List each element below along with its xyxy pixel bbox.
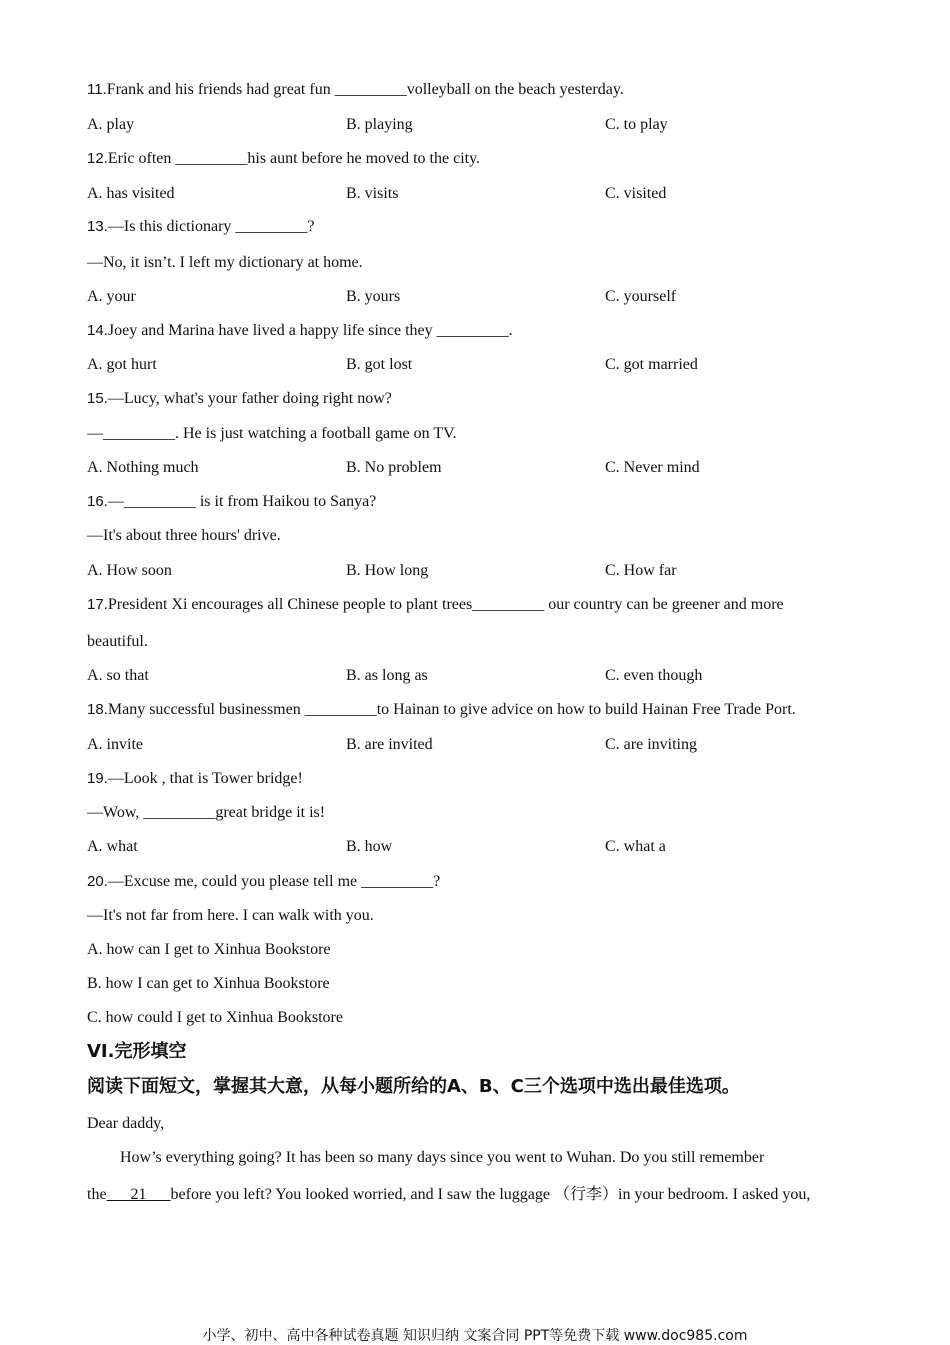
- question-13-option-c: C. yourself: [605, 288, 677, 305]
- question-11-option-b: B. playing: [346, 116, 413, 133]
- question-11-stem: 11.Frank and his friends had great fun _________volleyball on the beach yesterday.: [87, 81, 624, 98]
- question-13-reply: —No, it isn’t. I left my dictionary at home.: [87, 254, 363, 271]
- question-17-stem: 17.President Xi encourages all Chinese people to plant trees_________ our country can be greener and more: [87, 596, 784, 613]
- section-title: VI.完形填空: [87, 1041, 187, 1062]
- question-18-stem: 18.Many successful businessmen _________to Hainan to give advice on how to build Hainan Free Trade Port.: [87, 701, 796, 718]
- page-footer: 小学、初中、高中各种试卷真题 知识归纳 文案合同 PPT等免费下载 www.doc985.com: [202, 1328, 748, 1344]
- question-17-option-c: C. even though: [605, 667, 703, 684]
- question-12-option-a: A. has visited: [87, 185, 175, 202]
- question-13-option-b: B. yours: [346, 288, 401, 305]
- question-19-stem: 19.—Look , that is Tower bridge!: [87, 770, 303, 787]
- section-instruction: 阅读下面短文，掌握其大意，从每小题所给的A、B、C三个选项中选出最佳选项。: [87, 1076, 740, 1097]
- question-19-option-b: B. how: [346, 838, 393, 855]
- question-16-option-a: A. How soon: [87, 562, 172, 579]
- question-16-reply: —It's about three hours' drive.: [87, 527, 281, 544]
- question-15-option-a: A. Nothing much: [87, 459, 199, 476]
- question-12-stem: 12.Eric often _________his aunt before he moved to the city.: [87, 150, 481, 167]
- question-18-option-b: B. are invited: [346, 736, 433, 753]
- question-15-option-b: B. No problem: [346, 459, 442, 476]
- question-20-stem: 20.—Excuse me, could you please tell me _________?: [87, 873, 441, 890]
- question-17-stem-cont: beautiful.: [87, 633, 148, 650]
- question-20-reply: —It's not far from here. I can walk with you.: [87, 907, 374, 924]
- question-14-option-b: B. got lost: [346, 356, 413, 373]
- question-14-option-a: A. got hurt: [87, 356, 157, 373]
- question-20-option-a: A. how can I get to Xinhua Bookstore: [87, 941, 331, 958]
- letter-line-2: the 21 before you left? You looked worried, and I saw the luggage （行李）in your bedroom. I asked you,: [87, 1186, 811, 1203]
- question-20-option-b: B. how I can get to Xinhua Bookstore: [87, 975, 330, 992]
- question-14-stem: 14.Joey and Marina have lived a happy life since they _________.: [87, 322, 513, 339]
- question-19-reply: —Wow, _________great bridge it is!: [87, 804, 326, 821]
- question-12-option-c: C. visited: [605, 185, 667, 202]
- question-17-option-b: B. as long as: [346, 667, 428, 684]
- question-18-option-c: C. are inviting: [605, 736, 697, 753]
- question-19-option-c: C. what a: [605, 838, 666, 855]
- question-15-stem: 15.—Lucy, what's your father doing right now?: [87, 390, 392, 407]
- question-11-option-a: A. play: [87, 116, 135, 133]
- question-14-option-c: C. got married: [605, 356, 698, 373]
- question-13-stem: 13.—Is this dictionary _________?: [87, 218, 315, 235]
- question-16-option-b: B. How long: [346, 562, 429, 579]
- question-15-reply: —_________. He is just watching a football game on TV.: [87, 425, 457, 442]
- question-16-option-c: C. How far: [605, 562, 677, 579]
- question-13-option-a: A. your: [87, 288, 136, 305]
- question-19-option-a: A. what: [87, 838, 138, 855]
- blank-21: 21: [130, 1186, 147, 1203]
- question-18-option-a: A. invite: [87, 736, 143, 753]
- question-15-option-c: C. Never mind: [605, 459, 700, 476]
- question-16-stem: 16.—_________ is it from Haikou to Sanya?: [87, 493, 377, 510]
- letter-greeting: Dear daddy,: [87, 1115, 165, 1132]
- letter-line-1: How’s everything going? It has been so many days since you went to Wuhan. Do you still remember: [120, 1149, 765, 1166]
- question-20-option-c: C. how could I get to Xinhua Bookstore: [87, 1009, 343, 1026]
- question-17-option-a: A. so that: [87, 667, 149, 684]
- question-11-option-c: C. to play: [605, 116, 668, 133]
- question-12-option-b: B. visits: [346, 185, 399, 202]
